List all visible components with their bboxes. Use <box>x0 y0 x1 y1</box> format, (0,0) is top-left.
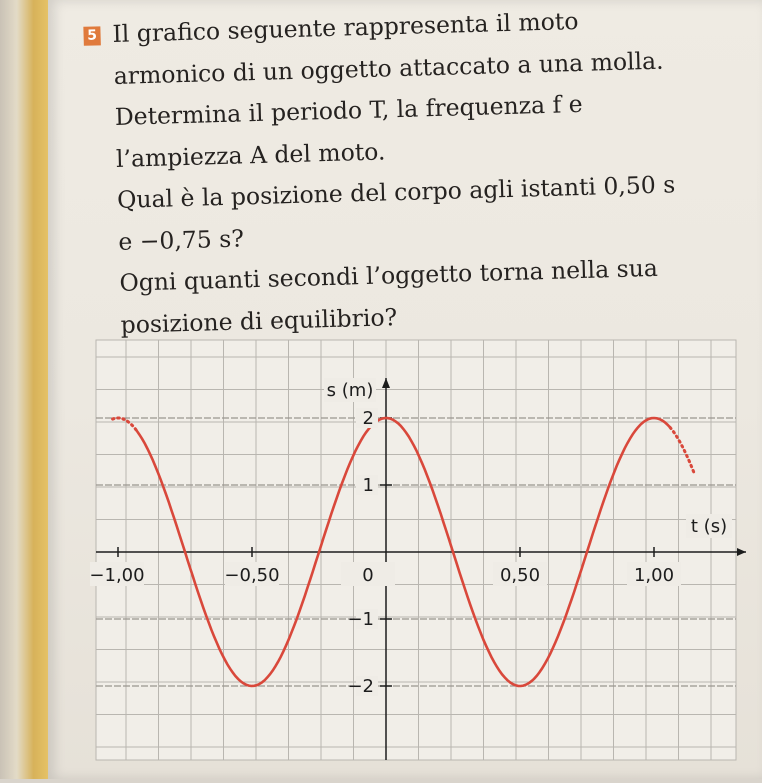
x-tick-label: −0,50 <box>224 565 280 586</box>
x-axis-label: t (s) <box>690 516 728 537</box>
y-axis-label: s (m) <box>326 380 374 401</box>
exercise-number-badge: 5 <box>83 26 101 45</box>
x-tick-label: −1,00 <box>89 565 145 586</box>
chart-grid <box>96 340 736 760</box>
y-tick-label: −2 <box>347 676 374 697</box>
x-tick-label: 1,00 <box>633 565 675 586</box>
exercise-line-1: Il grafico seguente rappresenta il moto <box>112 6 579 48</box>
y-tick-label: −1 <box>347 609 374 630</box>
x-tick-label: 0,50 <box>499 565 541 586</box>
x-tick-label: 0 <box>362 565 374 586</box>
exercise-line-7: Ogni quanti secondi l’oggetto torna nella sua <box>119 253 659 297</box>
exercise-line-4: l’ampiezza A del moto. <box>115 136 386 173</box>
exercise-line-6: e −0,75 s? <box>117 223 245 256</box>
exercise-line-5: Qual è la posizione del corpo agli istanti 0,50 s <box>116 170 676 214</box>
grid-background <box>96 340 736 760</box>
exercise-line-3: Determina il periodo T, la frequenza f e <box>114 89 584 131</box>
exercise-line-8: posizione di equilibrio? <box>120 302 398 339</box>
y-tick-label: 2 <box>362 408 374 429</box>
exercise-line-2: armonico di un oggetto attaccato a una molla. <box>113 46 664 90</box>
y-tick-label: 1 <box>362 475 374 496</box>
x-axis-arrow <box>737 548 746 556</box>
